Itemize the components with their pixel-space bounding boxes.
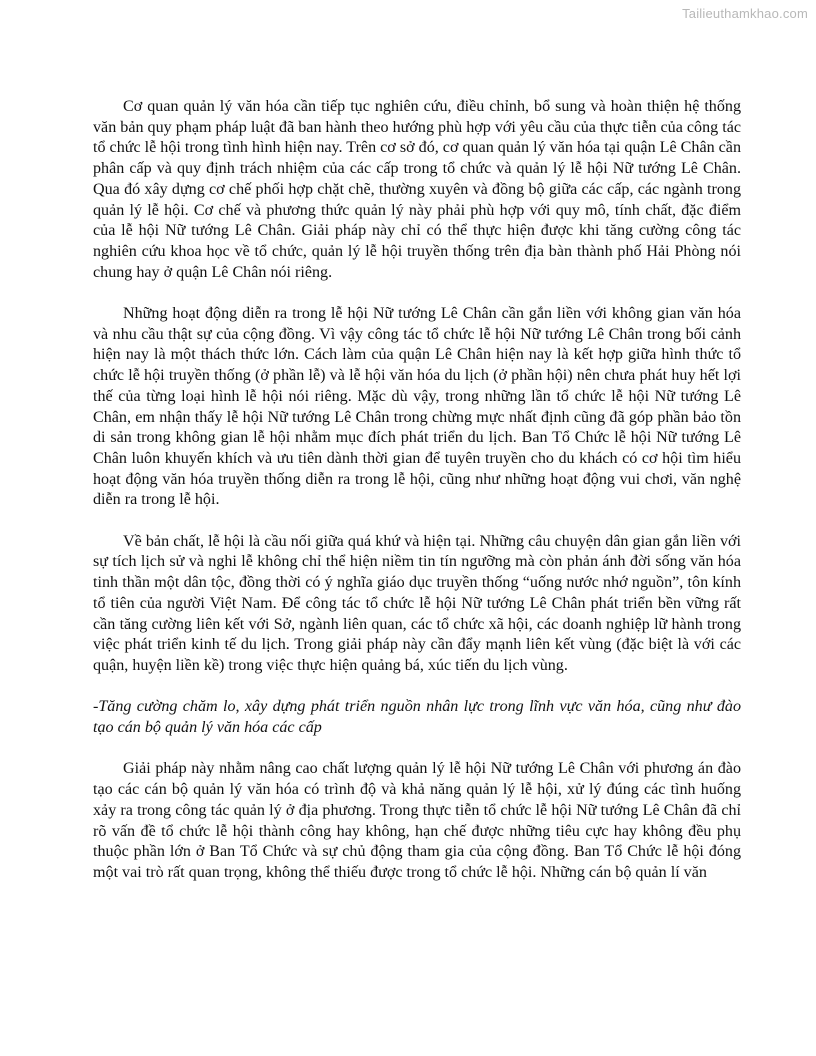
watermark: Tailieuthamkhao.com [682,6,808,21]
paragraph-festival-activities: Những hoạt động diễn ra trong lễ hội Nữ tướng Lê Chân cần gắn liền với không gian văn hóa và nhu cầu thật sự của cộng đồng. Vì vậy công tác tổ chức lễ hội Nữ tướng Lê Chân trong bối cảnh hiện nay là một thách thức lớn. Cách làm của quận Lê Chân hiện nay là kết hợp giữa hình thức tổ chức lễ hội truyền thống (ở phần lễ) và lễ hội văn hóa du lịch (ở phần hội) nên chưa phát huy hết lợi thế của từng loại hình lễ hội nói riêng. Mặc dù vậy, trong những lần tổ chức lễ hội Nữ tướng Lê Chân, em nhận thấy lễ hội Nữ tướng Lê Chân trong chừng mực nhất định cũng đã góp phần bảo tồn di sản trong không gian lễ hội nhằm mục đích phát triển du lịch. Ban Tổ Chức lễ hội Nữ tướng Lê Chân luôn khuyến khích và ưu tiên dành thời gian để tuyên truyền cho du khách có cơ hội tìm hiểu hoạt động văn hóa truyền thống diễn ra trong lễ hội, cũng như những hoạt động vui chơi, văn nghệ diễn ra trong lễ hội. [93,305,741,509]
paragraph-human-resources: Giải pháp này nhằm nâng cao chất lượng quản lý lễ hội Nữ tướng Lê Chân với phương án đào tạo các cán bộ quản lý văn hóa có trình độ và khả năng quản lý lễ hội, xử lý đúng các tình huống xảy ra trong công tác quản lý ở địa phương. Trong thực tiễn tổ chức lễ hội Nữ tướng Lê Chân đã chỉ rõ vấn đề tổ chức lễ hội thành công hay không, hạn chế được những tiêu cực hay không đều phụ thuộc phần lớn ở Ban Tổ Chức và sự chủ động tham gia của cộng đồng. Ban Tổ Chức lễ hội đóng một vai trò rất quan trọng, không thể thiếu được trong tổ chức lễ hội. Những cán bộ quản lí văn [93,760,741,881]
document-body [93,97,741,884]
paragraph-festival-nature: Về bản chất, lễ hội là cầu nối giữa quá khứ và hiện tại. Những câu chuyện dân gian gắn liền với sự tích lịch sử và nghi lễ không chỉ thể hiện niềm tin tín ngưỡng mà còn phản ánh đời sống văn hóa tinh thần một dân tộc, đồng thời có ý nghĩa giáo dục truyền thống “uống nước nhớ nguồn”, tôn kính tổ tiên của người Việt Nam. Để công tác tổ chức lễ hội Nữ tướng Lê Chân phát triển bền vững rất cần tăng cường liên kết với Sở, ngành liên quan, các tổ chức xã hội, các doanh nghiệp lữ hành trong việc phát triển kinh tế du lịch. Trong giải pháp này cần đẩy mạnh liên kết vùng (đặc biệt là với các quận, huyện liền kề) trong việc thực hiện quảng bá, xúc tiến du lịch vùng. [93,532,741,674]
paragraph-legal-framework: Cơ quan quản lý văn hóa cần tiếp tục nghiên cứu, điều chỉnh, bổ sung và hoàn thiện hệ thống văn bản quy phạm pháp luật đã ban hành theo hướng phù hợp với yêu cầu của thực tiễn của công tác tổ chức lễ hội trong tình hình hiện nay. Trên cơ sở đó, cơ quan quản lý văn hóa tại quận Lê Chân cần phân cấp và quy định trách nhiệm của các cấp trong tổ chức và quản lý lễ hội Nữ tướng Lê Chân. Qua đó xây dựng cơ chế phối hợp chặt chẽ, thường xuyên và đồng bộ giữa các cấp, các ngành trong quản lý lễ hội. Cơ chế và phương thức quản lý này phải phù hợp với quy mô, tính chất, đặc điểm của lễ hội Nữ tướng Lê Chân. Giải pháp này chỉ có thể thực hiện được khi tăng cường công tác nghiên cứu khoa học về tổ chức, quản lý lễ hội truyền thống trên địa bàn thành phố Hải Phòng nói chung hay ở quận Lê Chân nói riêng. [93,98,741,281]
section-subheading: -Tăng cường chăm lo, xây dựng phát triển nguồn nhân lực trong lĩnh vực văn hóa, cũng như đào tạo cán bộ quản lý văn hóa các cấp [93,698,741,737]
